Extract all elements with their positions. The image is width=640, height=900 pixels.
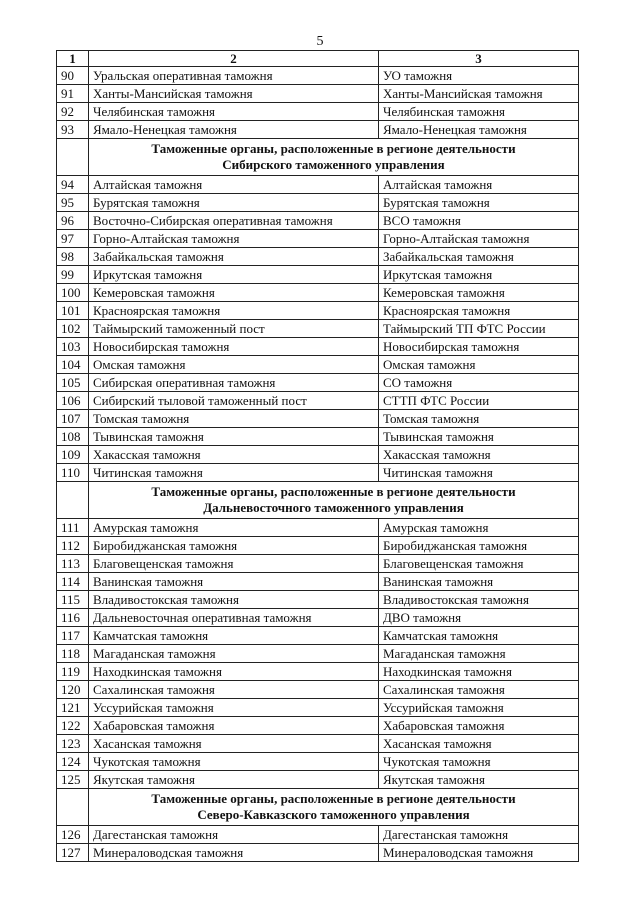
table-row: [57, 609, 579, 627]
section-title: [89, 139, 579, 176]
row-number: 118: [57, 645, 89, 663]
row-number: 104: [57, 356, 89, 374]
table-row: [57, 771, 579, 789]
customs-office-name: Челябинская таможня: [89, 103, 379, 121]
row-number: 100: [57, 284, 89, 302]
customs-office-name: Хакасская таможня: [89, 446, 379, 464]
customs-office-name: Таймырский таможенный пост: [89, 320, 379, 338]
table-row: [57, 248, 579, 266]
short-name: Ванинская таможня: [379, 573, 579, 591]
row-number: 95: [57, 194, 89, 212]
table-row: [57, 392, 579, 410]
table-row: [57, 753, 579, 771]
customs-office-name: Ванинская таможня: [89, 573, 379, 591]
row-number: 126: [57, 826, 89, 844]
row-number: 99: [57, 266, 89, 284]
section-header-row: [57, 139, 579, 176]
customs-office-name: Забайкальская таможня: [89, 248, 379, 266]
section-title: [89, 789, 579, 826]
short-name: Камчатская таможня: [379, 627, 579, 645]
table-row: [57, 591, 579, 609]
section-header-row: [57, 789, 579, 826]
short-name: Бурятская таможня: [379, 194, 579, 212]
customs-office-name: Сахалинская таможня: [89, 681, 379, 699]
short-name: ДВО таможня: [379, 609, 579, 627]
customs-office-name: Камчатская таможня: [89, 627, 379, 645]
table-row: [57, 212, 579, 230]
row-number: 125: [57, 771, 89, 789]
table-row: [57, 464, 579, 482]
customs-office-name: Находкинская таможня: [89, 663, 379, 681]
customs-office-name: Уральская оперативная таможня: [89, 67, 379, 85]
row-number: 116: [57, 609, 89, 627]
section-number-cell: [57, 789, 89, 826]
row-number: 92: [57, 103, 89, 121]
table-row: [57, 735, 579, 753]
short-name: Тывинская таможня: [379, 428, 579, 446]
row-number: 112: [57, 537, 89, 555]
short-name: Дагестанская таможня: [379, 826, 579, 844]
table-row: [57, 645, 579, 663]
row-number: 108: [57, 428, 89, 446]
table-row: [57, 194, 579, 212]
short-name: СО таможня: [379, 374, 579, 392]
row-number: 127: [57, 844, 89, 862]
row-number: 102: [57, 320, 89, 338]
section-title: [89, 482, 579, 519]
row-number: 115: [57, 591, 89, 609]
short-name: Амурская таможня: [379, 519, 579, 537]
page-number: 5: [316, 34, 324, 49]
section-title-line-2: Дальневосточного таможенного управления: [203, 500, 464, 515]
short-name: Иркутская таможня: [379, 266, 579, 284]
row-number: 97: [57, 230, 89, 248]
row-number: 122: [57, 717, 89, 735]
table-row: [57, 121, 579, 139]
table-row: [57, 681, 579, 699]
row-number: 107: [57, 410, 89, 428]
table-row: [57, 302, 579, 320]
section-title-line-1: Таможенные органы, расположенные в регионе деятельности: [151, 141, 516, 156]
table-row: [57, 446, 579, 464]
row-number: 120: [57, 681, 89, 699]
table-row: [57, 627, 579, 645]
table-row: [57, 284, 579, 302]
table-row: [57, 410, 579, 428]
customs-office-name: Амурская таможня: [89, 519, 379, 537]
row-number: 119: [57, 663, 89, 681]
short-name: Ямало-Ненецкая таможня: [379, 121, 579, 139]
table-row: [57, 717, 579, 735]
short-name: Минераловодская таможня: [379, 844, 579, 862]
row-number: 94: [57, 176, 89, 194]
row-number: 121: [57, 699, 89, 717]
header-cell-2: 2: [89, 51, 379, 67]
customs-office-name: Дальневосточная оперативная таможня: [89, 609, 379, 627]
table-body: [57, 51, 579, 862]
row-number: 90: [57, 67, 89, 85]
customs-office-name: Уссурийская таможня: [89, 699, 379, 717]
customs-office-name: Кемеровская таможня: [89, 284, 379, 302]
short-name: Новосибирская таможня: [379, 338, 579, 356]
table-row: [57, 338, 579, 356]
short-name: Уссурийская таможня: [379, 699, 579, 717]
short-name: Томская таможня: [379, 410, 579, 428]
section-title-line-1: Таможенные органы, расположенные в регионе деятельности: [151, 791, 516, 806]
customs-office-name: Бурятская таможня: [89, 194, 379, 212]
table-row: [57, 555, 579, 573]
section-header-row: [57, 482, 579, 519]
customs-office-name: Благовещенская таможня: [89, 555, 379, 573]
row-number: 110: [57, 464, 89, 482]
short-name: Чукотская таможня: [379, 753, 579, 771]
short-name: Кемеровская таможня: [379, 284, 579, 302]
short-name: Горно-Алтайская таможня: [379, 230, 579, 248]
header-row: [57, 51, 579, 67]
row-number: 101: [57, 302, 89, 320]
short-name: Якутская таможня: [379, 771, 579, 789]
customs-office-name: Сибирская оперативная таможня: [89, 374, 379, 392]
table-row: [57, 826, 579, 844]
table-row: [57, 266, 579, 284]
table-row: [57, 176, 579, 194]
customs-office-name: Иркутская таможня: [89, 266, 379, 284]
short-name: Таймырский ТП ФТС России: [379, 320, 579, 338]
short-name: СТТП ФТС России: [379, 392, 579, 410]
short-name: Хабаровская таможня: [379, 717, 579, 735]
customs-office-name: Восточно-Сибирская оперативная таможня: [89, 212, 379, 230]
short-name: УО таможня: [379, 67, 579, 85]
customs-office-name: Минераловодская таможня: [89, 844, 379, 862]
short-name: Биробиджанская таможня: [379, 537, 579, 555]
table-row: [57, 103, 579, 121]
row-number: 114: [57, 573, 89, 591]
customs-office-name: Якутская таможня: [89, 771, 379, 789]
row-number: 103: [57, 338, 89, 356]
short-name: Магаданская таможня: [379, 645, 579, 663]
header-cell-1: 1: [57, 51, 89, 67]
row-number: 117: [57, 627, 89, 645]
section-title-line-1: Таможенные органы, расположенные в регионе деятельности: [151, 484, 516, 499]
row-number: 124: [57, 753, 89, 771]
customs-office-name: Хабаровская таможня: [89, 717, 379, 735]
short-name: Омская таможня: [379, 356, 579, 374]
table-row: [57, 356, 579, 374]
customs-office-name: Ямало-Ненецкая таможня: [89, 121, 379, 139]
customs-office-name: Новосибирская таможня: [89, 338, 379, 356]
short-name: Находкинская таможня: [379, 663, 579, 681]
section-number-cell: [57, 139, 89, 176]
short-name: Сахалинская таможня: [379, 681, 579, 699]
table-row: [57, 230, 579, 248]
short-name: Читинская таможня: [379, 464, 579, 482]
customs-office-name: Биробиджанская таможня: [89, 537, 379, 555]
table-row: [57, 699, 579, 717]
customs-office-name: Магаданская таможня: [89, 645, 379, 663]
table-row: [57, 537, 579, 555]
table-row: [57, 320, 579, 338]
row-number: 109: [57, 446, 89, 464]
short-name: Челябинская таможня: [379, 103, 579, 121]
customs-office-name: Горно-Алтайская таможня: [89, 230, 379, 248]
header-cell-3: 3: [379, 51, 579, 67]
customs-office-name: Омская таможня: [89, 356, 379, 374]
customs-office-name: Хасанская таможня: [89, 735, 379, 753]
section-title-line-2: Северо-Кавказского таможенного управления: [197, 807, 470, 822]
table-row: [57, 663, 579, 681]
short-name: Забайкальская таможня: [379, 248, 579, 266]
customs-office-name: Алтайская таможня: [89, 176, 379, 194]
short-name: Владивостокская таможня: [379, 591, 579, 609]
customs-office-name: Ханты-Мансийская таможня: [89, 85, 379, 103]
table-row: [57, 67, 579, 85]
row-number: 93: [57, 121, 89, 139]
customs-offices-table: [56, 50, 579, 862]
row-number: 113: [57, 555, 89, 573]
short-name: ВСО таможня: [379, 212, 579, 230]
customs-office-name: Сибирский тыловой таможенный пост: [89, 392, 379, 410]
short-name: Алтайская таможня: [379, 176, 579, 194]
customs-office-name: Томская таможня: [89, 410, 379, 428]
table-row: [57, 374, 579, 392]
row-number: 91: [57, 85, 89, 103]
table-row: [57, 519, 579, 537]
customs-office-name: Владивостокская таможня: [89, 591, 379, 609]
customs-office-name: Читинская таможня: [89, 464, 379, 482]
row-number: 111: [57, 519, 89, 537]
short-name: Хакасская таможня: [379, 446, 579, 464]
table-row: [57, 844, 579, 862]
short-name: Благовещенская таможня: [379, 555, 579, 573]
customs-office-name: Красноярская таможня: [89, 302, 379, 320]
row-number: 106: [57, 392, 89, 410]
row-number: 96: [57, 212, 89, 230]
table-row: [57, 573, 579, 591]
table-row: [57, 85, 579, 103]
section-number-cell: [57, 482, 89, 519]
row-number: 105: [57, 374, 89, 392]
row-number: 98: [57, 248, 89, 266]
customs-office-name: Дагестанская таможня: [89, 826, 379, 844]
short-name: Хасанская таможня: [379, 735, 579, 753]
customs-office-name: Тывинская таможня: [89, 428, 379, 446]
row-number: 123: [57, 735, 89, 753]
short-name: Ханты-Мансийская таможня: [379, 85, 579, 103]
section-title-line-2: Сибирского таможенного управления: [222, 157, 445, 172]
short-name: Красноярская таможня: [379, 302, 579, 320]
table-row: [57, 428, 579, 446]
customs-office-name: Чукотская таможня: [89, 753, 379, 771]
